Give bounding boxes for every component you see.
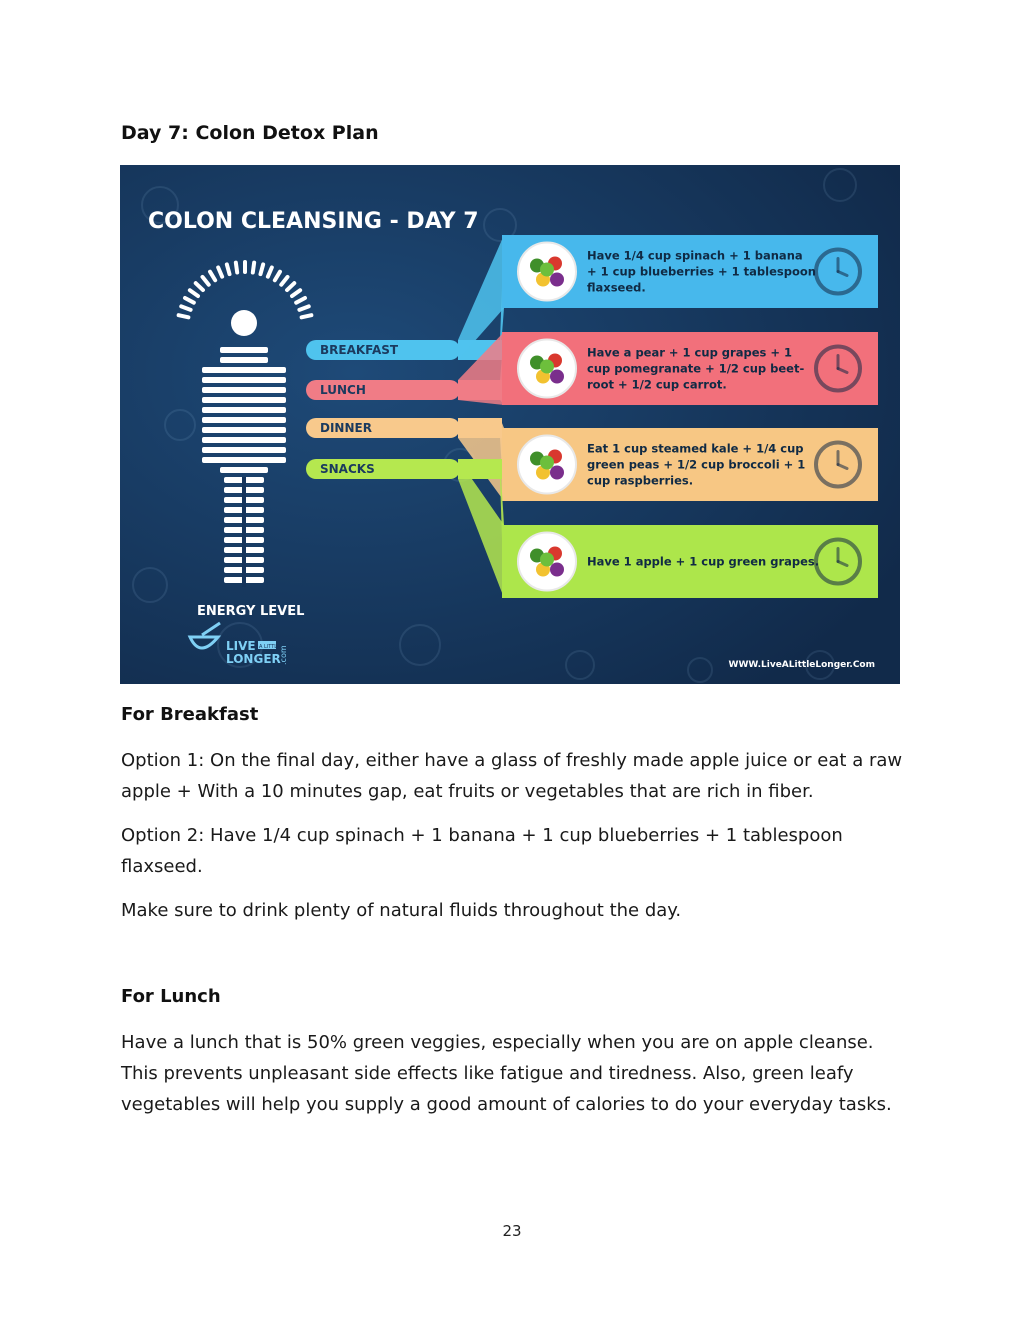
website-url: WWW.LiveALittleLonger.Com [728,660,875,670]
figure-stripe [202,387,286,393]
meal-description-line: flaxseed. [587,280,646,295]
meal-description-line: cup pomegranate + 1/2 cup beet- [587,361,805,376]
figure-stripe [202,367,286,373]
figure-stripe [202,377,286,383]
lunch-text: Have a lunch that is 50% green veggies, especially when you are on apple cleanse. This prevents unpleasant side effects like fatigue and tiredness. Also, green leafy vegetables will help you supply a good amount of calories to do your everyday tasks. [121,1032,892,1115]
food-item [550,466,564,480]
energy-tick [179,315,189,317]
meal-description-line: root + 1/2 cup carrot. [587,377,727,392]
figure-stripe [202,427,286,433]
figure-stripe [202,407,286,413]
breakfast-option2: Option 2: Have 1/4 cup spinach + 1 banana + 1 cup blueberries + 1 tablespoon flaxseed. [121,825,843,877]
meal-description-line: Have a pear + 1 cup grapes + 1 [587,345,792,360]
meal-label: BREAKFAST [320,343,399,357]
figure-stripe [202,457,286,463]
breakfast-heading: For Breakfast [121,704,259,725]
figure-leg-gap [242,477,246,587]
logo-line2: LONGER [226,652,281,666]
infographic-title: COLON CLEANSING - DAY 7 [148,209,479,234]
food-item [550,273,564,287]
food-item [540,456,554,470]
energy-tick [236,263,237,273]
energy-tick [302,315,312,317]
meal-description-line: + 1 cup blueberries + 1 tablespoon [587,264,816,279]
food-item [550,563,564,577]
page-number: 23 [502,1222,522,1240]
meal-description-line: green peas + 1/2 cup broccoli + 1 [587,457,806,472]
energy-tick [227,264,230,274]
energy-level-label: ENERGY LEVEL [197,604,305,619]
figure-stripe [202,397,286,403]
figure-stripe [202,447,286,453]
energy-tick [253,263,254,273]
logo-suffix: .com [279,645,288,665]
figure-stripe [220,347,268,353]
meal-description-line: Eat 1 cup steamed kale + 1/4 cup [587,441,804,456]
meal-description-line: cup raspberries. [587,473,694,488]
food-item [540,553,554,567]
figure-stripe [202,437,286,443]
meal-label: LUNCH [320,383,366,397]
lunch-heading: For Lunch [121,986,221,1007]
meal-label: DINNER [320,421,372,435]
food-item [540,360,554,374]
page-title: Day 7: Colon Detox Plan [121,122,379,144]
meal-description-line: Have 1 apple + 1 cup green grapes. [587,554,820,569]
logo-small: A LITTLE [259,644,281,650]
food-item [540,263,554,277]
figure-stripe [220,467,268,473]
logo-line1: LIVE [226,639,256,653]
figure-stripe [220,357,268,363]
figure-head [231,310,257,336]
figure-stripe [202,417,286,423]
food-item [550,370,564,384]
meal-description-line: Have 1/4 cup spinach + 1 banana [587,248,803,263]
breakfast-fluids-note: Make sure to drink plenty of natural fluids throughout the day. [121,900,682,921]
breakfast-option1: Option 1: On the final day, either have a glass of freshly made apple juice or eat a raw apple + With a 10 minutes gap, eat fruits or vegetables that are rich in fiber. [121,750,903,802]
energy-tick [260,264,263,274]
colon-cleansing-infographic [120,165,900,684]
meal-label: SNACKS [320,462,375,476]
